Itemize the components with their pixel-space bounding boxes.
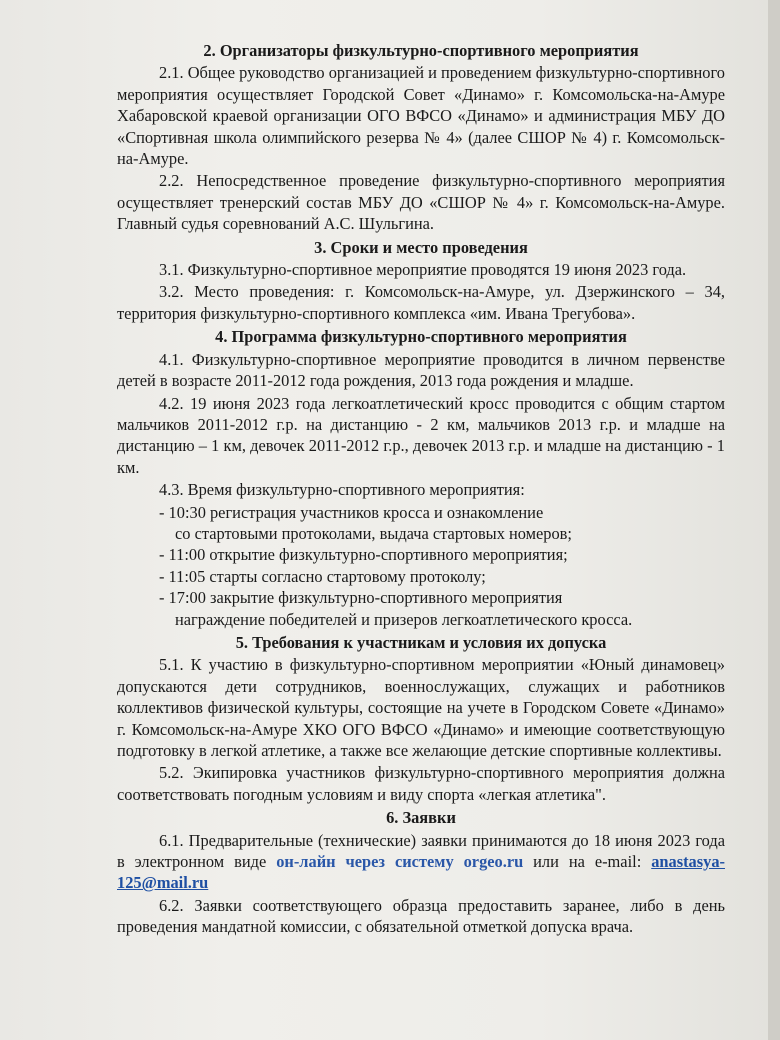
schedule-item-continuation: награждение победителей и призеров легкоатлетического кросса.: [175, 609, 633, 629]
paragraph-3-1: 3.1. Физкультурно-спортивное мероприятие проводятся 19 июня 2023 года.: [159, 260, 687, 280]
paragraph-5-1: 5.1. К участию в физкультурно-спортивном мероприятии «Юный динамовец» допускаются дети сотрудников, военнослужащих, служащих и работников коллективов физической культуры, состоящие на учете в Городском Совете «Динамо» г. Комсомольск-на-Амуре ХКО ОГО ВФСО «Динамо» и имеющие соответствующую подготовку в легкой атлетике, а также все желающие детские спортивные коллективы.: [117, 655, 725, 760]
paragraph-4-3: 4.3. Время физкультурно-спортивного мероприятия:: [159, 480, 525, 500]
paragraph-6-1-mid: или на e-mail:: [523, 852, 652, 872]
email-link[interactable]: anastasya-125@mail.ru: [117, 852, 725, 893]
schedule-item: - 11:00 открытие физкультурно-спортивного мероприятия;: [159, 545, 568, 565]
document-content: [117, 38, 725, 939]
paragraph-5-2: 5.2. Экипировка участников физкультурно-спортивного мероприятия должна соответствовать погодным условиям и виду спорта «легкая атлетика".: [117, 763, 725, 804]
paragraph-6-2: 6.2. Заявки соответствующего образца предоставить заранее, либо в день проведения мандатной комиссии, с обязательной отметкой допуска врача.: [117, 895, 725, 937]
paragraph-2-1: 2.1. Общее руководство организацией и проведением физкультурно-спортивного мероприятия осуществляет Городской Совет «Динамо» г. Комсомольска-на-Амуре Хабаровской краевой организации ОГО ВФСО «Динамо» и администрация МБУ ДО «Спортивная школа олимпийского резерва № 4» (далее СШОР № 4) г. Комсомольск-на-Амуре.: [117, 63, 725, 169]
schedule-item: - 11:05 старты согласно стартовому протоколу;: [159, 566, 486, 586]
paragraph-4-2: 4.2. 19 июня 2023 года легкоатлетический кросс проводится с общим стартом мальчиков 2011-2012 г.р. на дистанцию - 2 км, мальчиков 2013 г.р. и младше на дистанцию – 1 км, девочек 2011-2012 г.р., девочек 2013 г.р. и младше на дистанцию - 1 км.: [117, 393, 725, 477]
paragraph-4-1: 4.1. Физкультурно-спортивное мероприятие проводится в личном первенстве детей в возрасте 2011-2012 года рождения, 2013 года рождения и младше.: [117, 349, 725, 391]
section-6-heading: 6. Заявки: [386, 808, 456, 828]
paragraph-6-1: [117, 830, 725, 894]
schedule-item-continuation: со стартовыми протоколами, выдача стартовых номеров;: [175, 523, 572, 543]
schedule-item: - 17:00 закрытие физкультурно-спортивного мероприятия: [159, 588, 563, 608]
section-2-heading: 2. Организаторы физкультурно-спортивного мероприятия: [203, 41, 639, 60]
section-5-heading: 5. Требования к участникам и условия их допуска: [235, 632, 607, 652]
section-4-heading: 4. Программа физкультурно-спортивного мероприятия: [215, 327, 627, 347]
paragraph-3-2: 3.2. Место проведения: г. Комсомольск-на-Амуре, ул. Дзержинского – 34, территория физкультурно-спортивного комплекса «им. Ивана Трегубова».: [117, 282, 725, 323]
schedule-item: - 10:30 регистрация участников кросса и ознакомление: [159, 502, 544, 522]
paragraph-2-2: 2.2. Непосредственное проведение физкультурно-спортивного мероприятия осуществляет тренерский состав МБУ ДО «СШОР № 4» г. Комсомольск-на-Амуре. Главный судья соревнований А.С. Шульгина.: [117, 171, 725, 234]
orgeo-link[interactable]: он-лайн через систему orgeo.ru: [276, 852, 524, 872]
paragraph-6-1-text: 6.1. Предварительные (технические) заявки принимаются до 18 июня 2023 года в электронном виде: [117, 830, 725, 872]
section-3-heading: 3. Сроки и место проведения: [314, 237, 528, 257]
